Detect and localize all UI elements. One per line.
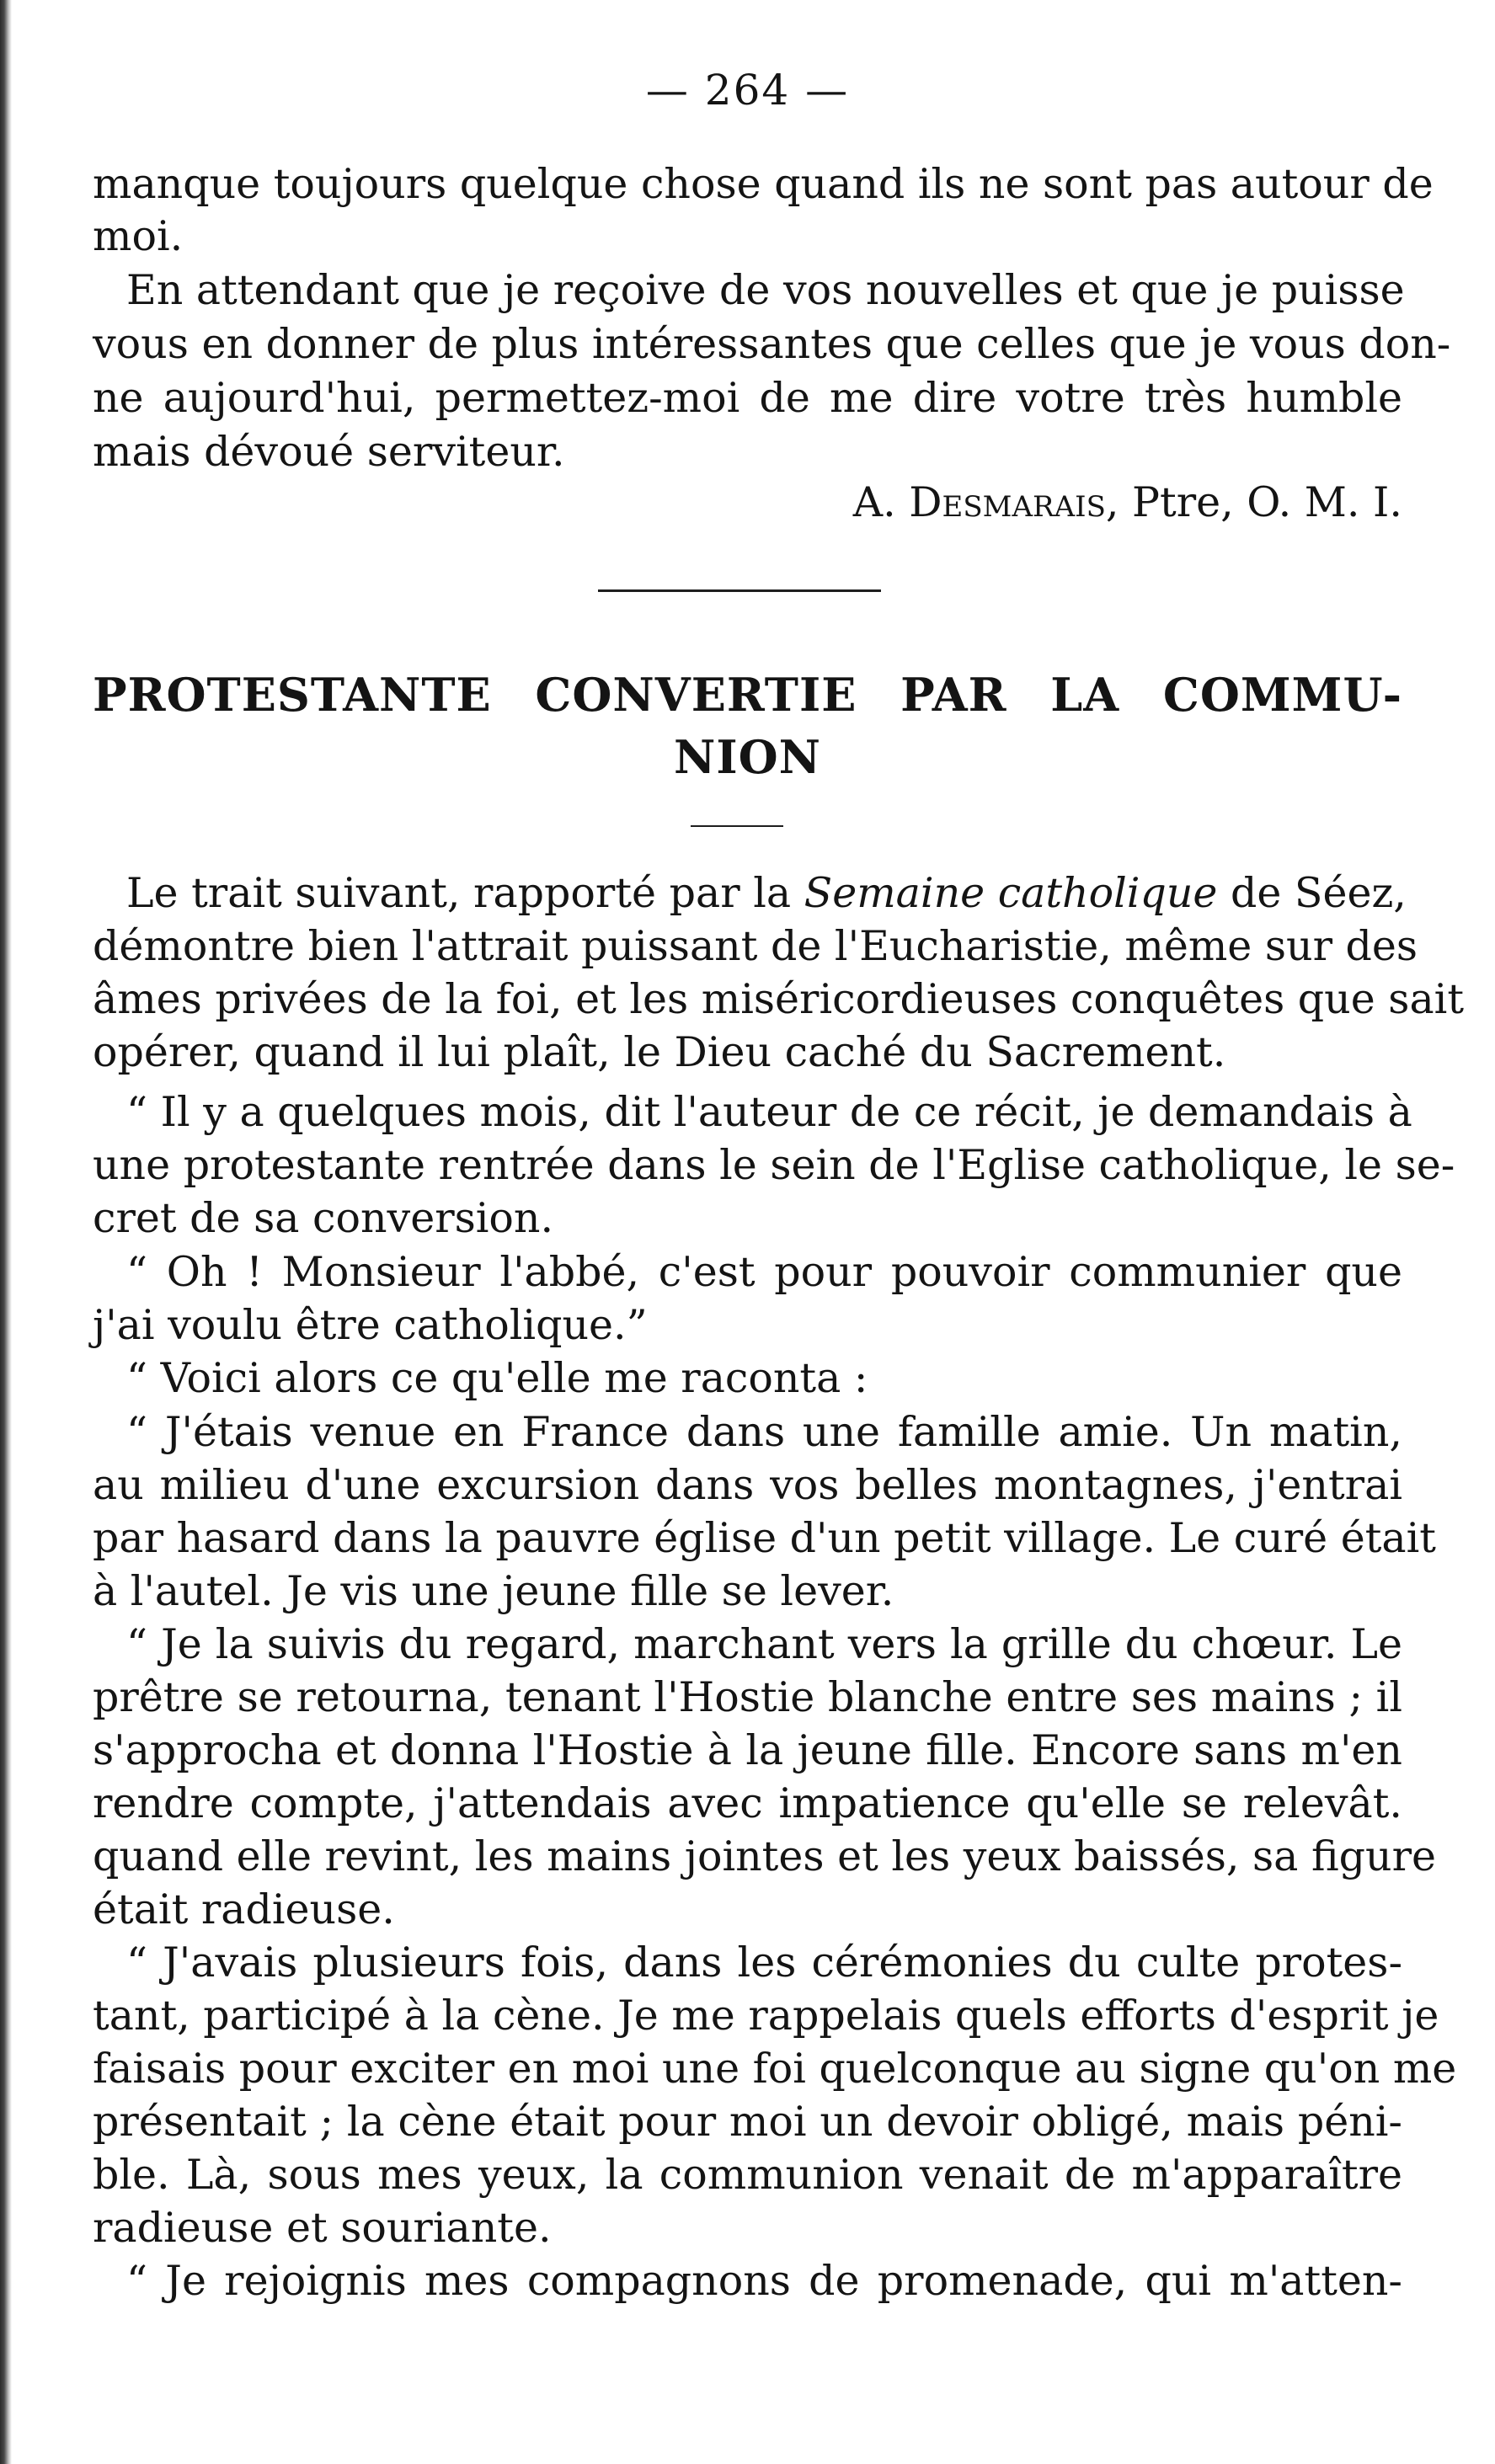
text-line: au milieu d'une excursion dans vos belles montagnes, j'entrai: [93, 1461, 1402, 1509]
text-line: ble. Là, sous mes yeux, la communion venait de m'apparaître: [93, 2151, 1402, 2199]
text-line: tant, participé à la cène. Je me rappelais quels efforts d'esprit je: [93, 1992, 1439, 2040]
text-line: par hasard dans la pauvre église d'un petit village. Le curé était: [93, 1514, 1436, 1562]
text-line: “ Voici alors ce qu'elle me raconta :: [126, 1354, 868, 1402]
text-line: “ Je rejoignis mes compagnons de promenade, qui m'atten-: [126, 2257, 1402, 2305]
article-title-continued: NION: [673, 730, 822, 784]
text-line: “ J'avais plusieurs fois, dans les cérémonies du culte protes-: [126, 1939, 1402, 1987]
text-line: quand elle revint, les mains jointes et les yeux baissés, sa figure: [93, 1832, 1436, 1880]
text-line: En attendant que je reçoive de vos nouvelles et que je puisse: [126, 266, 1405, 314]
section-rule: [598, 589, 881, 592]
text-line: ne aujourd'hui, permettez-moi de me dire votre très humble: [93, 374, 1402, 422]
text-line: moi.: [93, 212, 184, 260]
text-line: “ Je la suivis du regard, marchant vers la grille du chœur. Le: [126, 1620, 1402, 1668]
page-number: — 264 —: [645, 66, 850, 115]
text-line: “ J'étais venue en France dans une famille amie. Un matin,: [126, 1408, 1402, 1456]
text-line: faisais pour exciter en moi une foi quelconque au signe qu'on me: [93, 2045, 1457, 2093]
text-line: s'approcha et donna l'Hostie à la jeune fille. Encore sans m'en: [93, 1726, 1402, 1774]
text-line: manque toujours quelque chose quand ils ne sont pas autour de: [93, 160, 1434, 208]
text-line: rendre compte, j'attendais avec impatience qu'elle se relevât.: [93, 1779, 1402, 1827]
text-line: à l'autel. Je vis une jeune fille se lever.: [93, 1567, 894, 1615]
signature-name: A. Desmarais,: [852, 478, 1119, 526]
text-line: cret de sa conversion.: [93, 1194, 554, 1242]
text-line: mais dévoué serviteur.: [93, 428, 565, 476]
text-line: était radieuse.: [93, 1885, 395, 1933]
text-line: une protestante rentrée dans le sein de l'Eglise catholique, le se-: [93, 1141, 1455, 1189]
text-line: Le trait suivant, rapporté par la Semaine catholique de Séez,: [126, 869, 1407, 917]
article-title: PROTESTANTE CONVERTIE PAR LA COMMU-: [93, 668, 1402, 722]
text-line: présentait ; la cène était pour moi un devoir obligé, mais péni-: [93, 2098, 1402, 2146]
publication-title: Semaine catholique: [804, 869, 1218, 917]
text-line: âmes privées de la foi, et les miséricordieuses conquêtes que sait: [93, 975, 1465, 1023]
text-line: radieuse et souriante.: [93, 2204, 552, 2252]
text-line: vous en donner de plus intéressantes que celles que je vous don-: [93, 320, 1451, 368]
text-line: démontre bien l'attrait puissant de l'Eucharistie, même sur des: [93, 922, 1418, 970]
text-line: “ Il y a quelques mois, dit l'auteur de ce récit, je demandais à: [126, 1088, 1412, 1136]
signature-title: Ptre, O. M. I.: [1132, 478, 1402, 526]
text-column: [93, 0, 1465, 2464]
signature: [853, 477, 1402, 529]
title-underline-rule: [691, 825, 783, 827]
text-line: j'ai voulu être catholique.”: [93, 1301, 648, 1349]
text-line: “ Oh ! Monsieur l'abbé, c'est pour pouvoir communier que: [126, 1248, 1402, 1296]
text-line: prêtre se retourna, tenant l'Hostie blanche entre ses mains ; il: [93, 1673, 1402, 1721]
text-line: opérer, quand il lui plaît, le Dieu caché du Sacrement.: [93, 1028, 1226, 1076]
binding-edge: [0, 0, 12, 2464]
